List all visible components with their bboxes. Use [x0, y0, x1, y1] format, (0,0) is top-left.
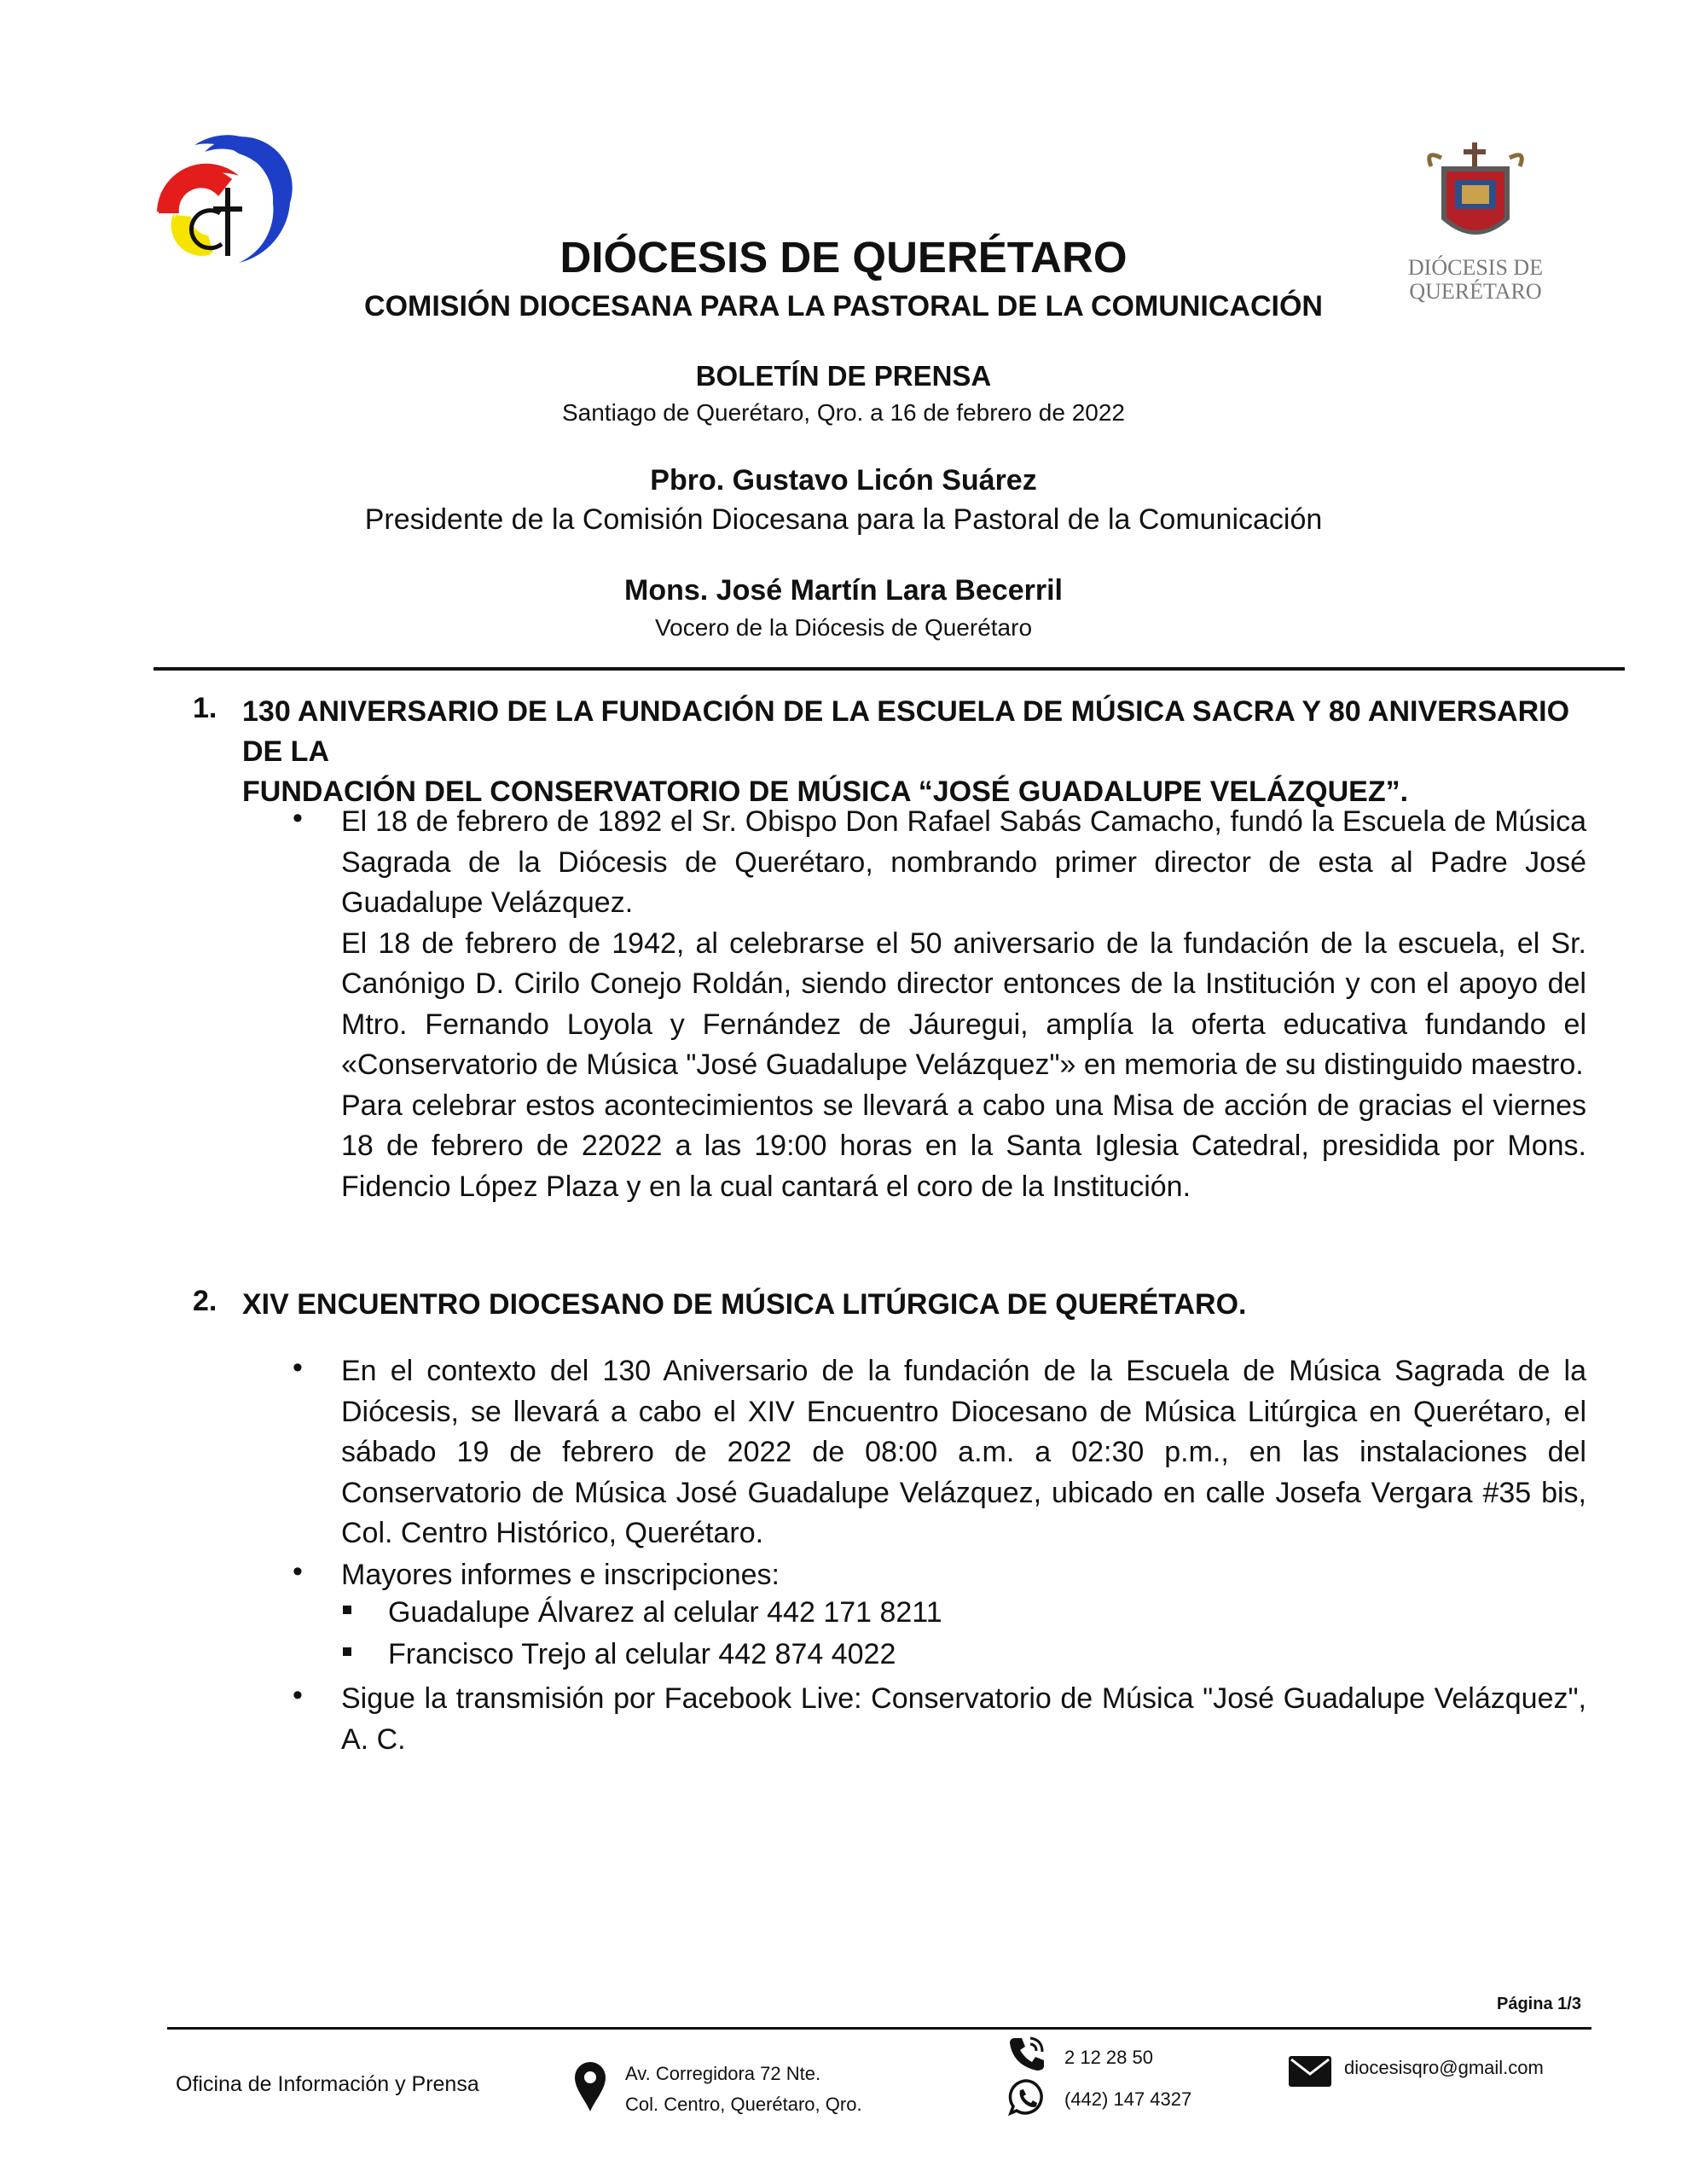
section-1-paragraph: El 18 de febrero de 1942, al celebrarse el 50 aniversario de la fundación de la escuela, el Sr. Canónigo D. Cirilo Conejo Roldán, siendo director entonces de la Institución y con el apoyo del Mtro. Fernando Loyola y Fernández de Jáuregui, amplía la oferta educativa fundando el «Conservatorio de Música "José Guadalupe Velázquez"» en memoria de su distinguido maestro.: [341, 926, 1586, 1081]
bullet-marker: •: [293, 1679, 303, 1711]
section-1-paragraph: El 18 de febrero de 1892 el Sr. Obispo Don Rafael Sabás Camacho, fundó la Escuela de Música Sagrada de la Diócesis de Querétaro, nombrando primer director de esta al Padre José Guadalupe Velázquez.: [341, 805, 1586, 919]
address-line1: Av. Corregidora 72 Nte.: [625, 2063, 821, 2084]
office-name: Oficina de Información y Prensa: [176, 2072, 479, 2096]
section-1-title: [242, 692, 1607, 812]
header-divider: [154, 667, 1625, 671]
bullet-marker: •: [293, 1555, 303, 1588]
section-1-body: [341, 802, 1586, 1207]
president-name: Pbro. Gustavo Licón Suárez: [650, 464, 1037, 497]
location-pin-icon: [573, 2060, 607, 2113]
email-address: diocesisqro@gmail.com: [1344, 2057, 1544, 2078]
section-2-number: 2.: [193, 1285, 217, 1317]
crest-caption-line1: DIÓCESIS DE: [1407, 255, 1544, 280]
page-title: DIÓCESIS DE QUERÉTARO: [559, 233, 1128, 282]
section-1-number: 1.: [193, 692, 217, 724]
contact-item: Francisco Trejo al celular 442 874 4022: [388, 1638, 896, 1670]
section-2-bullet-1: En el contexto del 130 Aniversario de la fundación de la Escuela de Música Sagrada de la Diócesis, se llevará a cabo el XIV Encuentro Diocesano de Música Litúrgica en Querétaro, el sábado 19 de febrero de 2022 de 08:00 a.m. a 02:30 p.m., en las instalaciones del Conservatorio de Música José Guadalupe Velázquez, ubicado en calle Josefa Vergara #35 bis, Col. Centro Histórico, Querétaro.: [341, 1355, 1586, 1549]
address-line2: Col. Centro, Querétaro, Qro.: [625, 2094, 862, 2115]
section-2-bullet-3: Sigue la transmisión por Facebook Live: Conservatorio de Música "José Guadalupe Velázquez", A. C.: [341, 1682, 1586, 1756]
page-subtitle: COMISIÓN DIOCESANA PARA LA PASTORAL DE LA COMUNICACIÓN: [364, 290, 1323, 322]
section-1-paragraph: Para celebrar estos acontecimientos se llevará a cabo una Misa de acción de gracias el viernes 18 de febrero de 22022 a las 19:00 horas en la Santa Iglesia Catedral, presidida por Mons. Fidencio López Plaza y en la cual cantará el coro de la Institución.: [341, 1089, 1586, 1203]
whatsapp-number: (442) 147 4327: [1064, 2088, 1192, 2110]
president-role: Presidente de la Comisión Diocesana para la Pastoral de la Comunicación: [364, 503, 1323, 536]
phone-icon: [1008, 2035, 1046, 2072]
spokesman-role: Vocero de la Diócesis de Querétaro: [654, 614, 1033, 641]
bulletin-title: BOLETÍN DE PRENSA: [695, 360, 992, 392]
phone-number: 2 12 28 50: [1064, 2047, 1153, 2068]
contact-item: Guadalupe Álvarez al celular 442 171 8211: [388, 1596, 942, 1629]
address: [625, 2059, 862, 2120]
bullet-marker: •: [293, 1351, 303, 1384]
crest-caption-line2: QUERÉTARO: [1409, 279, 1542, 304]
spokesman-name: Mons. José Martín Lara Becerril: [624, 574, 1063, 607]
square-bullet-marker: [343, 1647, 351, 1656]
bulletin-date: Santiago de Querétaro, Qro. a 16 de febrero de 2022: [561, 399, 1125, 426]
footer-divider: [167, 2027, 1591, 2030]
square-bullet-marker: [343, 1606, 351, 1614]
envelope-icon: [1288, 2055, 1332, 2088]
bullet-marker: •: [293, 802, 303, 834]
section-1-title-line1: 130 ANIVERSARIO DE LA FUNDACIÓN DE LA ESCUELA DE MÚSICA SACRA Y 80 ANIVERSARIO DE LA: [242, 695, 1570, 768]
section-1-title-line2: FUNDACIÓN DEL CONSERVATORIO DE MÚSICA “JOSÉ GUADALUPE VELÁZQUEZ”.: [242, 775, 1409, 808]
section-2-title: XIV ENCUENTRO DIOCESANO DE MÚSICA LITÚRGICA DE QUERÉTARO.: [242, 1288, 1247, 1321]
section-2-bullet-2: Mayores informes e inscripciones:: [341, 1559, 780, 1591]
page-number: Página 1/3: [1497, 1995, 1581, 2013]
whatsapp-icon: [1008, 2078, 1046, 2116]
